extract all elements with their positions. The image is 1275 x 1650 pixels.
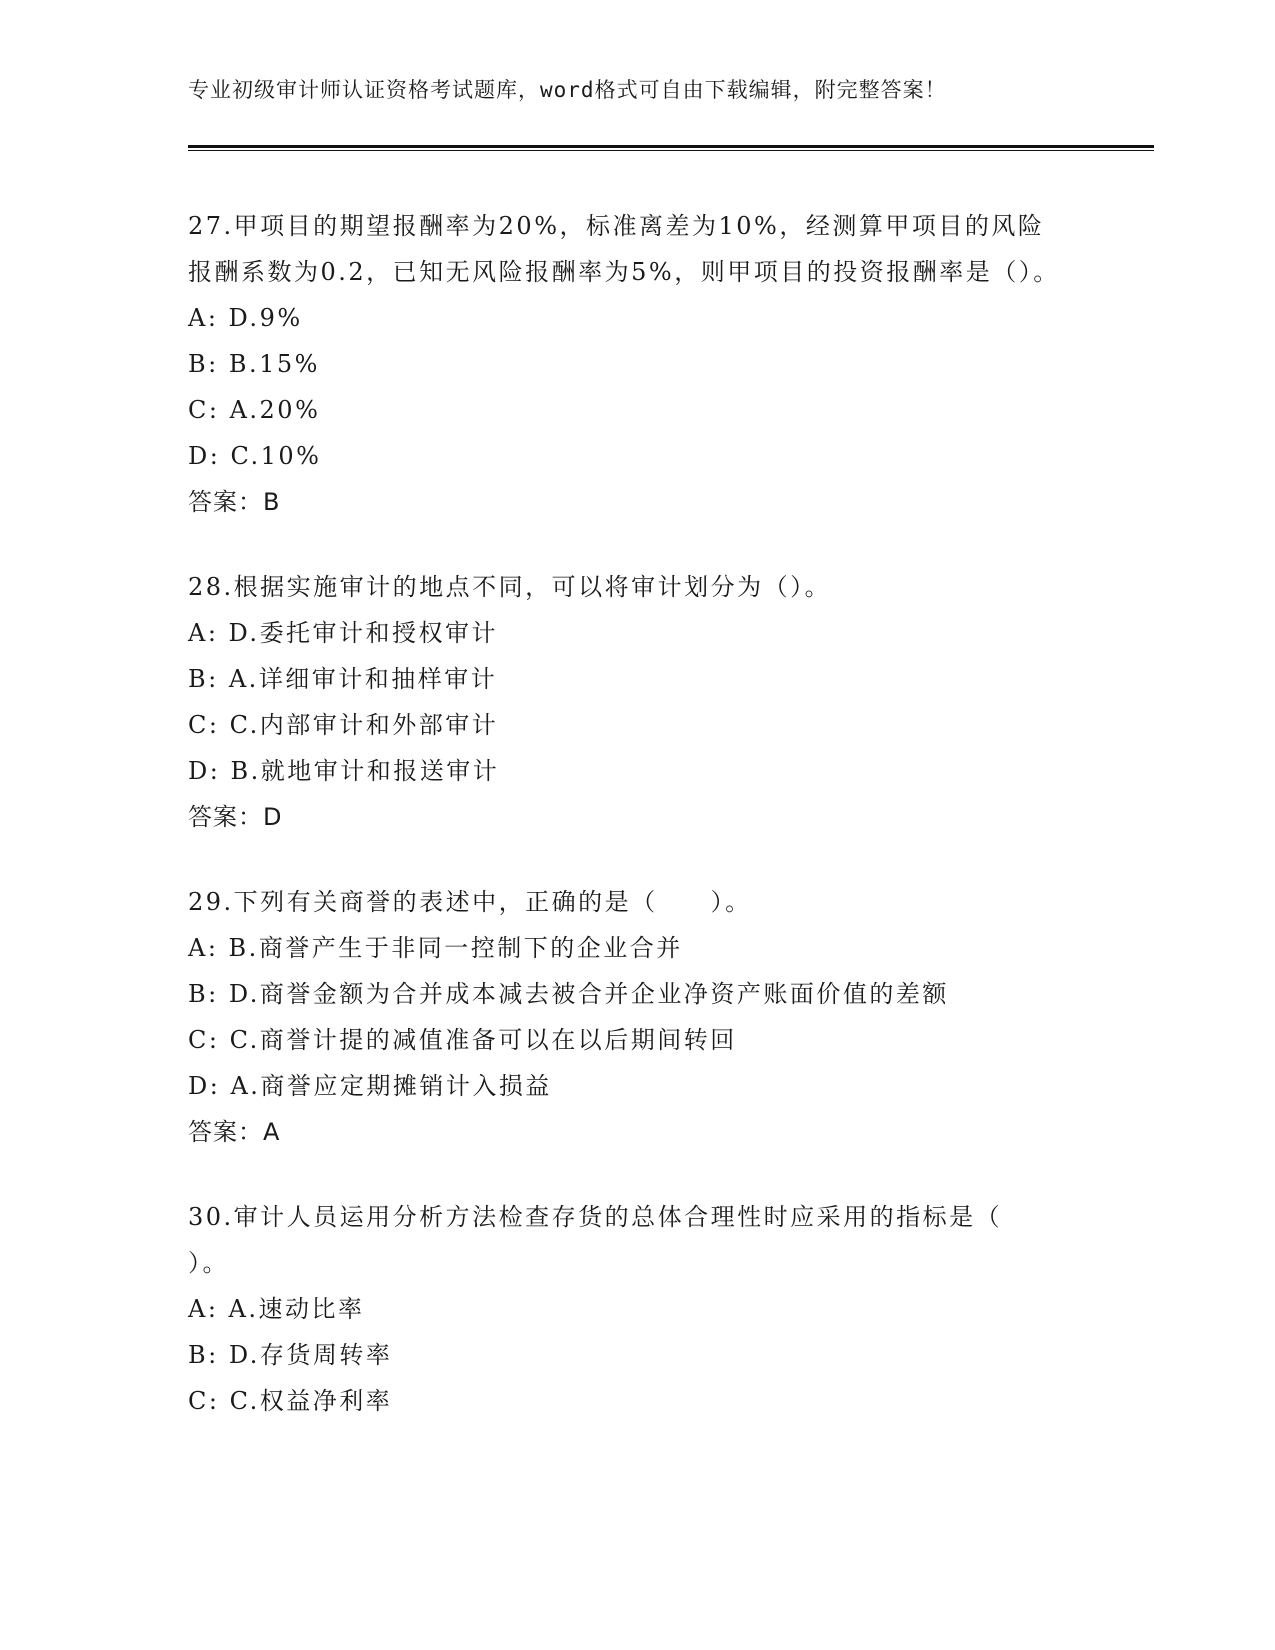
question-29 — [188, 879, 1088, 1155]
option-d: D: C.10% — [188, 442, 322, 470]
answer: 答案：A — [188, 1118, 281, 1146]
option-b: B: D.商誉金额为合并成本减去被合并企业净资产账面价值的差额 — [188, 980, 949, 1008]
option-d: D: A.商誉应定期摊销计入损益 — [188, 1072, 552, 1100]
question-stem: 29.下列有关商誉的表述中，正确的是（ ）。 — [188, 888, 752, 916]
option-c: C: C.内部审计和外部审计 — [188, 711, 499, 739]
header-divider — [188, 145, 1154, 148]
option-b: B: D.存货周转率 — [188, 1341, 393, 1369]
option-c: C: A.20% — [188, 396, 321, 424]
option-b: B: A.详细审计和抽样审计 — [188, 665, 498, 693]
option-a: A: A.速动比率 — [188, 1295, 365, 1323]
option-d: D: B.就地审计和报送审计 — [188, 757, 500, 785]
question-stem: 28.根据实施审计的地点不同，可以将审计划分为（）。 — [188, 573, 832, 601]
option-c: C: C.商誉计提的减值准备可以在以后期间转回 — [188, 1026, 737, 1054]
question-stem: 27.甲项目的期望报酬率为20%，标准离差为10%，经测算甲项目的风险报酬系数为0.2，已知无风险报酬率为5%，则甲项目的投资报酬率是（）。 — [188, 212, 1060, 286]
question-stem: 30.审计人员运用分析方法检查存货的总体合理性时应采用的指标是（ ）。 — [188, 1203, 1056, 1277]
page-header: 专业初级审计师认证资格考试题库，word格式可自由下载编辑，附完整答案！ — [188, 78, 947, 102]
option-a: A: D.委托审计和授权审计 — [188, 619, 499, 647]
option-b: B: B.15% — [188, 350, 320, 378]
question-30 — [188, 1194, 1088, 1424]
option-a: A: B.商誉产生于非同一控制下的企业合并 — [188, 934, 683, 962]
question-27 — [188, 203, 1088, 525]
option-a: A: D.9% — [188, 304, 303, 332]
question-28 — [188, 564, 1088, 840]
header-divider-thin — [188, 150, 1154, 151]
answer: 答案：B — [188, 488, 281, 516]
question-list — [188, 203, 1088, 1463]
answer: 答案：D — [188, 803, 283, 831]
option-c: C: C.权益净利率 — [188, 1387, 393, 1415]
